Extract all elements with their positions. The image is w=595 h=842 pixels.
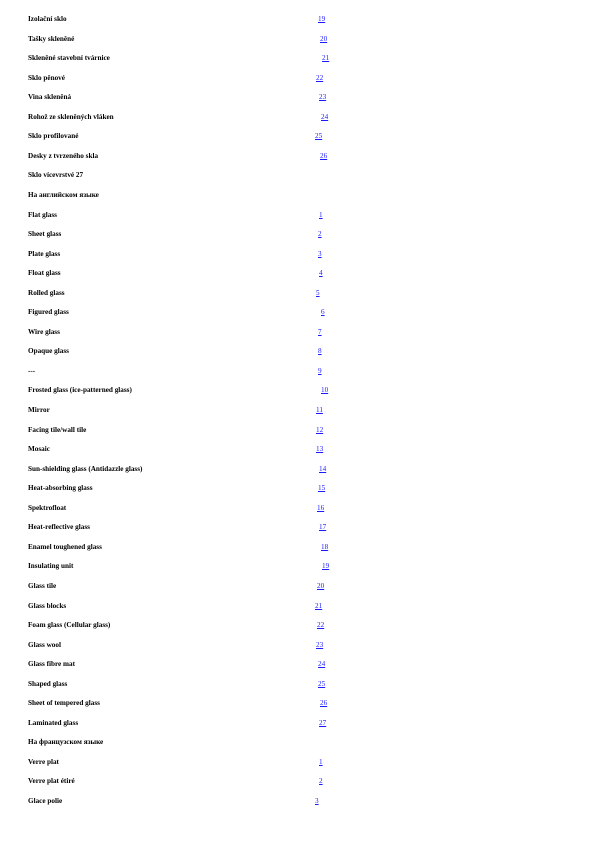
toc-entry-label: Sun-shielding glass (Antidazzle glass) [28, 464, 143, 473]
toc-entry-label: Izolační sklo [28, 15, 67, 23]
toc-entry-label: Verre plat [28, 757, 59, 766]
toc-entry-label: Figured glass [28, 308, 69, 317]
toc-entry [0, 502, 595, 514]
toc-page-link[interactable]: 4 [319, 269, 323, 278]
toc-entry [0, 443, 595, 455]
toc-entry-label: Vina skleněná [28, 93, 72, 102]
toc-entry-label: Opaque glass [28, 347, 69, 356]
toc-entry-label: Rohož ze skleněných vláken [28, 112, 114, 121]
toc-entry [0, 33, 595, 45]
toc-page-link[interactable]: 15 [318, 484, 326, 493]
toc-entry [0, 639, 595, 651]
toc-entry-label: Shaped glass [28, 679, 68, 688]
toc-entry-label: Frosted glass (ice-patterned glass) [28, 386, 132, 395]
toc-page-link[interactable]: 23 [319, 93, 327, 102]
toc-entry [0, 150, 595, 162]
toc-entry-label: Skleněné stavební tvárnice [28, 54, 110, 63]
toc-entry [0, 365, 595, 377]
toc-entry [0, 91, 595, 103]
toc-entry-label: Heat-absorbing glass [28, 484, 93, 493]
toc-entry-label: Sklo vícevrstvé 27 [28, 171, 84, 180]
toc-entry-label: Rolled glass [28, 288, 65, 297]
toc-entry [0, 209, 595, 221]
toc-entry-label: Sklo profilované [28, 132, 79, 141]
toc-entry-label: Flat glass [28, 210, 57, 219]
toc-entry [0, 13, 595, 25]
toc-page-link[interactable]: 10 [321, 386, 329, 395]
toc-entry [0, 580, 595, 592]
toc-page-link[interactable]: 19 [318, 15, 326, 23]
toc-entry-label: Sheet of tempered glass [28, 699, 100, 708]
toc-entry [0, 424, 595, 436]
toc-page-link[interactable]: 22 [316, 73, 324, 82]
toc-entry [0, 775, 595, 787]
toc-page-link[interactable]: 26 [320, 699, 328, 708]
toc-page-link[interactable]: 2 [318, 230, 322, 239]
toc-entry-label: Sklo pěnové [28, 73, 65, 82]
toc-page-link[interactable]: 19 [322, 562, 330, 571]
toc-entry [0, 72, 595, 84]
toc-entry [0, 404, 595, 416]
toc-entry [0, 267, 595, 279]
toc-entry [0, 736, 595, 748]
toc-entry-label: На французском языке [28, 738, 104, 747]
toc-page-link[interactable]: 26 [320, 151, 328, 160]
toc-entry-label: Float glass [28, 269, 61, 278]
toc-page-link[interactable]: 24 [318, 660, 326, 669]
toc-entry [0, 658, 595, 670]
toc-page-link[interactable]: 18 [321, 542, 329, 551]
toc-entry [0, 189, 595, 201]
toc-entry-label: Verre plat étiré [28, 777, 75, 786]
toc-entry-label: Foam glass (Cellular glass) [28, 621, 111, 630]
toc-entry [0, 697, 595, 709]
toc-page-link[interactable]: 14 [319, 464, 327, 473]
toc-page-link[interactable]: 22 [317, 621, 325, 630]
toc-entry [0, 52, 595, 64]
toc-entry [0, 228, 595, 240]
toc-entry [0, 248, 595, 260]
toc-page-link[interactable]: 11 [316, 406, 323, 414]
toc-entry [0, 326, 595, 338]
toc-entry [0, 287, 595, 299]
toc-page-link[interactable]: 13 [316, 445, 324, 454]
toc-page-link[interactable]: 9 [318, 366, 322, 375]
toc-page-link[interactable]: 20 [317, 581, 325, 590]
toc-entry [0, 111, 595, 123]
toc-entry [0, 482, 595, 494]
toc-entry-label: Glass blocks [28, 601, 67, 610]
toc-page-link[interactable]: 17 [319, 523, 327, 532]
toc-entry-label: Mosaic [28, 445, 50, 454]
toc-entry-label: Mirror [28, 406, 50, 414]
toc-page-link[interactable]: 12 [316, 425, 324, 434]
toc-page-link[interactable]: 5 [316, 288, 320, 297]
toc-entry-label: Glace polie [28, 797, 63, 805]
toc-page-link[interactable]: 27 [319, 718, 327, 727]
toc-entry [0, 463, 595, 475]
toc-entry [0, 345, 595, 357]
toc-entry-label: Glass wool [28, 640, 61, 649]
toc-page-link[interactable]: 1 [319, 757, 323, 766]
toc-entry-label: Glass fibre mat [28, 660, 75, 669]
toc-entry-label: Glass tile [28, 581, 57, 590]
toc-page-link[interactable]: 21 [322, 54, 330, 63]
toc-entry [0, 521, 595, 533]
toc-page-link[interactable]: 6 [321, 308, 325, 317]
toc-page-link[interactable]: 23 [316, 640, 324, 649]
toc-page-link[interactable]: 25 [315, 132, 323, 141]
toc-entry [0, 717, 595, 729]
toc-entry-label: Desky z tvrzeného skla [28, 151, 99, 160]
toc-page-link[interactable]: 3 [318, 249, 322, 258]
toc-entry-label: Heat-reflective glass [28, 523, 90, 532]
toc-page-link[interactable]: 16 [317, 503, 325, 512]
toc-page-link[interactable]: 3 [315, 797, 319, 805]
toc-entry-label: Sheet glass [28, 230, 62, 239]
toc-entry [0, 678, 595, 690]
toc-entry [0, 795, 595, 807]
toc-entry [0, 169, 595, 181]
toc-entry [0, 560, 595, 572]
toc-page-link[interactable]: 1 [319, 210, 323, 219]
toc-page-link[interactable]: 20 [320, 34, 328, 43]
toc-page-link[interactable]: 8 [318, 347, 322, 356]
toc-entry-label: Facing tile/wall tile [28, 425, 87, 434]
toc-page-link[interactable]: 21 [315, 601, 323, 610]
toc-entry-label: Spektrofloat [28, 503, 67, 512]
toc-page-link[interactable]: 2 [319, 777, 323, 786]
toc-entry-label: Wire glass [28, 327, 60, 336]
toc-page-link[interactable]: 25 [318, 679, 326, 688]
toc-entry-label: Insulating unit [28, 562, 74, 571]
toc-entry-label: На английском языке [28, 190, 99, 199]
toc-entry-label: Plate glass [28, 249, 61, 258]
toc-entry [0, 756, 595, 768]
toc-page-link[interactable]: 24 [321, 112, 329, 121]
toc-page-link[interactable]: 7 [318, 327, 322, 336]
toc-entry [0, 600, 595, 612]
toc-entry [0, 541, 595, 553]
toc-entry-label: Enamel toughened glass [28, 542, 102, 551]
toc-entry-label: Tašky skleněné [28, 34, 75, 43]
toc-entry-label: --- [28, 366, 36, 375]
toc-entry [0, 619, 595, 631]
toc-entry [0, 306, 595, 318]
toc-entry-label: Laminated glass [28, 718, 79, 727]
toc-entry [0, 130, 595, 142]
toc-entry [0, 384, 595, 396]
